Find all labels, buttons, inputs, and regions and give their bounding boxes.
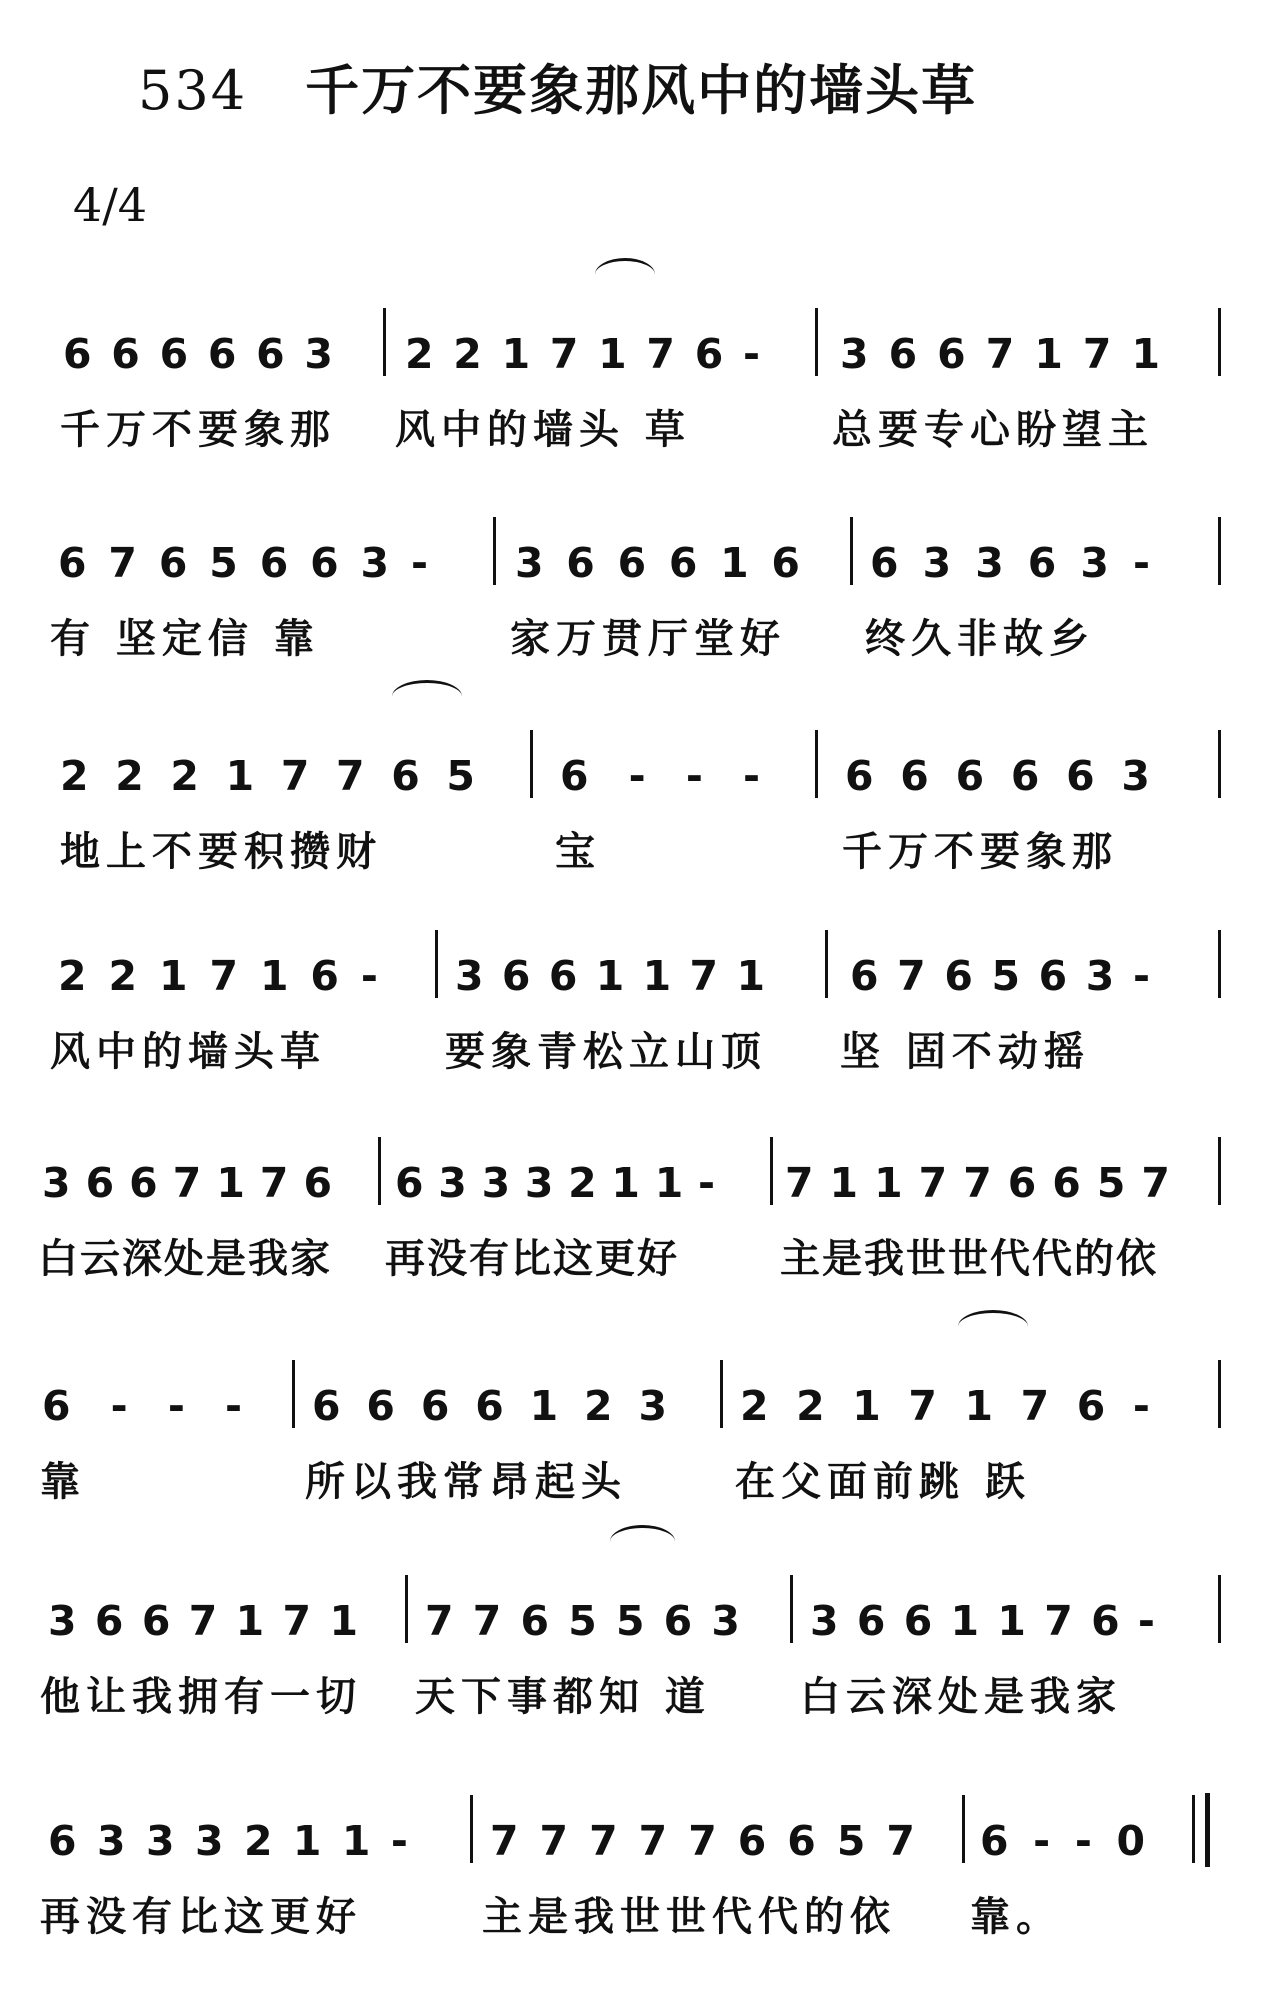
note-digit: 7	[908, 1382, 937, 1430]
note-digit: 7	[472, 1597, 502, 1645]
note-digit: 1	[720, 539, 749, 587]
note-digit: 1	[329, 1597, 358, 1645]
note-digit: 3	[515, 539, 544, 587]
lyric-line: 所以我常昂起头	[305, 1459, 627, 1505]
note-digit: 1	[225, 752, 255, 800]
note-digit: 7	[785, 1159, 814, 1207]
hold-dash: -	[167, 1382, 185, 1430]
score-system-5	[0, 1147, 1280, 1347]
note-digit: 6	[737, 1817, 767, 1865]
score-system-4	[0, 940, 1280, 1140]
note-digit: 2	[405, 330, 434, 378]
lyric-line: 千万不要象那	[60, 407, 336, 453]
note-digit: 7	[918, 1159, 948, 1207]
hold-dash: -	[742, 330, 760, 378]
note-digit: 5	[568, 1597, 597, 1645]
note-digit: 7	[689, 952, 719, 1000]
note-digit: 6	[1010, 752, 1040, 800]
song-number: 534	[138, 59, 248, 122]
note-digit: 1	[611, 1159, 640, 1207]
note-digit: 2	[584, 1382, 613, 1430]
note-digit: 2	[108, 952, 138, 1000]
barline	[815, 730, 818, 798]
lyric-line: 千万不要象那	[842, 829, 1118, 875]
note-digit: 6	[845, 752, 874, 800]
note-digit: 6	[129, 1159, 158, 1207]
lyric-line: 地上不要积攒财	[60, 829, 382, 875]
lyric-line: 风中的墙头 草	[395, 407, 691, 453]
note-digit: 6	[1076, 1382, 1106, 1430]
note-digit: 6	[617, 539, 647, 587]
tie-slur	[392, 680, 462, 713]
note-digit: 1	[964, 1382, 994, 1430]
note-digit: 7	[1141, 1159, 1170, 1207]
note-digit: 1	[736, 952, 765, 1000]
note-digit: 1	[158, 952, 188, 1000]
barline	[292, 1360, 295, 1428]
note-digit: 3	[481, 1159, 511, 1207]
note-digit: 3	[455, 952, 484, 1000]
note-digit: 6	[420, 1382, 450, 1430]
hold-dash: -	[1132, 539, 1150, 587]
note-digit: 1	[654, 1159, 684, 1207]
lyric-line: 天下事都知 道	[415, 1674, 711, 1720]
hold-dash: -	[685, 752, 703, 800]
lyric-line: 再没有比这更好	[385, 1236, 679, 1282]
note-digit: 5	[1096, 1159, 1126, 1207]
measure-notes	[48, 1585, 358, 1645]
note-digit: 7	[336, 752, 365, 800]
note-digit: 3	[840, 330, 869, 378]
measure-notes	[48, 1805, 408, 1865]
note-digit: 6	[668, 539, 698, 587]
note-digit: 7	[209, 952, 238, 1000]
note-digit: 6	[1027, 539, 1057, 587]
measure-notes	[405, 318, 760, 378]
note-digit: 7	[549, 330, 579, 378]
barline	[1218, 1360, 1221, 1428]
note-digit: 1	[997, 1597, 1026, 1645]
note-digit: 6	[566, 539, 595, 587]
barline	[1218, 1137, 1221, 1205]
note-digit: 3	[438, 1159, 467, 1207]
note-digit: 2	[796, 1382, 825, 1430]
note-digit: 7	[963, 1159, 992, 1207]
note-digit: 6	[310, 952, 339, 1000]
score-system-8	[0, 1805, 1280, 2005]
note-digit: 7	[589, 1817, 618, 1865]
note-digit: 5	[615, 1597, 645, 1645]
measure-notes	[870, 527, 1150, 587]
note-digit: 1	[529, 1382, 559, 1430]
note-digit: 7	[1082, 330, 1112, 378]
note-digit: 1	[259, 952, 289, 1000]
note-digit: 6	[159, 330, 189, 378]
hold-dash: -	[697, 1159, 715, 1207]
note-digit: 6	[391, 752, 420, 800]
note-digit: 7	[688, 1817, 717, 1865]
note-digit: 6	[900, 752, 929, 800]
note-digit: 1	[501, 330, 531, 378]
measure-notes	[845, 740, 1150, 800]
final-barline-thick	[1205, 1793, 1210, 1867]
hold-dash: -	[1033, 1817, 1051, 1865]
note-digit: 6	[58, 539, 87, 587]
note-digit: 6	[259, 539, 289, 587]
hold-dash: -	[360, 952, 378, 1000]
note-digit: 6	[520, 1597, 549, 1645]
note-digit: 6	[141, 1597, 171, 1645]
barline	[470, 1795, 473, 1863]
note-digit: 3	[922, 539, 952, 587]
lyric-line: 家万贯厅堂好	[510, 616, 786, 662]
note-digit: 2	[243, 1817, 273, 1865]
note-digit: 6	[663, 1597, 693, 1645]
note-digit: 5	[209, 539, 238, 587]
note-digit: 6	[63, 330, 92, 378]
lyric-line: 有 坚定信 靠	[50, 616, 320, 662]
lyric-line: 白云深处是我家	[800, 1674, 1122, 1720]
note-digit: 7	[886, 1817, 915, 1865]
measure-notes	[60, 740, 475, 800]
barline	[1218, 308, 1221, 376]
lyric-line: 主是我世世代代的依	[482, 1894, 896, 1940]
note-digit: 6	[303, 1159, 332, 1207]
note-digit: 6	[955, 752, 985, 800]
note-digit: 2	[60, 752, 89, 800]
barline	[850, 517, 853, 585]
note-digit: 6	[1066, 752, 1095, 800]
measure-notes	[63, 318, 333, 378]
final-barline-thin	[1192, 1795, 1195, 1863]
note-digit: 6	[1007, 1159, 1037, 1207]
note-digit: 6	[310, 539, 339, 587]
measure-notes	[395, 1147, 715, 1207]
note-digit: 6	[980, 1817, 1009, 1865]
note-digit: 3	[194, 1817, 224, 1865]
note-digit: 3	[145, 1817, 175, 1865]
note-digit: 1	[1034, 330, 1063, 378]
note-digit: 7	[1044, 1597, 1073, 1645]
note-digit: 7	[259, 1159, 289, 1207]
note-digit: 2	[58, 952, 87, 1000]
barline	[1218, 930, 1221, 998]
lyric-line: 再没有比这更好	[40, 1894, 362, 1940]
measure-notes	[425, 1585, 740, 1645]
lyric-line: 终久非故乡	[865, 616, 1095, 662]
lyric-line: 风中的墙头草	[50, 1029, 326, 1075]
lyric-line: 在父面前跳 跃	[735, 1459, 1031, 1505]
note-digit: 6	[1091, 1597, 1120, 1645]
barline	[720, 1360, 723, 1428]
note-digit: 1	[829, 1159, 859, 1207]
hold-dash: -	[224, 1382, 242, 1430]
note-digit: 6	[111, 330, 140, 378]
measure-notes	[455, 940, 765, 1000]
note-digit: 6	[548, 952, 578, 1000]
note-digit: 6	[48, 1817, 77, 1865]
note-digit: 7	[172, 1159, 202, 1207]
note-digit: 3	[1080, 539, 1109, 587]
barline	[435, 930, 438, 998]
hold-dash: -	[1132, 952, 1150, 1000]
score-system-2	[0, 527, 1280, 727]
hold-dash: -	[410, 539, 428, 587]
measure-notes	[42, 1370, 242, 1430]
lyric-line: 要象青松立山顶	[445, 1029, 767, 1075]
note-digit: 6	[944, 952, 973, 1000]
hold-dash: -	[110, 1382, 128, 1430]
note-digit: 2	[453, 330, 482, 378]
note-digit: 7	[282, 1597, 312, 1645]
note-digit: 5	[991, 952, 1020, 1000]
barline	[1218, 1575, 1221, 1643]
note-digit: 1	[598, 330, 627, 378]
measure-notes	[840, 318, 1160, 378]
note-digit: 7	[897, 952, 926, 1000]
note-digit: 2	[170, 752, 199, 800]
note-digit: 6	[856, 1597, 886, 1645]
note-digit: 7	[490, 1817, 519, 1865]
hold-dash: -	[1132, 1382, 1150, 1430]
note-digit: 6	[560, 752, 589, 800]
lyric-line: 坚 固不动摇	[840, 1029, 1090, 1075]
hold-dash: -	[1074, 1817, 1092, 1865]
note-digit: 1	[642, 952, 672, 1000]
note-digit: 2	[740, 1382, 769, 1430]
note-digit: 6	[207, 330, 237, 378]
note-digit: 1	[341, 1817, 371, 1865]
note-digit: 3	[1121, 752, 1150, 800]
note-digit: 7	[1020, 1382, 1050, 1430]
barline	[770, 1137, 773, 1205]
score-system-7	[0, 1585, 1280, 1785]
barline	[962, 1795, 965, 1863]
note-digit: 7	[108, 539, 137, 587]
note-digit: 3	[1085, 952, 1115, 1000]
tie-slur	[610, 1525, 675, 1558]
lyric-line: 白云深处是我家	[38, 1236, 332, 1282]
note-digit: 6	[395, 1159, 424, 1207]
barline	[1218, 517, 1221, 585]
note-digit: 6	[787, 1817, 816, 1865]
lyric-line: 主是我世世代代的依	[780, 1236, 1158, 1282]
note-digit: 6	[903, 1597, 933, 1645]
score-system-3	[0, 740, 1280, 940]
note-digit: 1	[595, 952, 625, 1000]
lyric-line: 宝	[555, 829, 601, 875]
note-digit: 6	[850, 952, 879, 1000]
time-signature: 4/4	[73, 178, 148, 232]
measure-notes	[740, 1370, 1150, 1430]
note-digit: 6	[94, 1597, 124, 1645]
lyric-line: 总要专心盼望主	[832, 407, 1154, 453]
note-digit: 2	[115, 752, 144, 800]
note-digit: 1	[852, 1382, 881, 1430]
barline	[530, 730, 533, 798]
note-digit: 3	[975, 539, 1004, 587]
measure-notes	[42, 1147, 332, 1207]
note-digit: 6	[366, 1382, 395, 1430]
hold-dash: -	[628, 752, 646, 800]
hold-dash: -	[1137, 1597, 1155, 1645]
note-digit: 1	[950, 1597, 980, 1645]
note-digit: 6	[158, 539, 188, 587]
measure-notes	[58, 940, 378, 1000]
measure-notes	[58, 527, 428, 587]
note-digit: 7	[638, 1817, 668, 1865]
note-digit: 3	[810, 1597, 839, 1645]
note-digit: 7	[539, 1817, 569, 1865]
measure-notes	[850, 940, 1150, 1000]
measure-notes	[980, 1805, 1145, 1865]
score-system-1	[0, 318, 1280, 518]
note-digit: 3	[48, 1597, 77, 1645]
barline	[383, 308, 386, 376]
note-digit: 6	[888, 330, 918, 378]
note-digit: 1	[235, 1597, 265, 1645]
note-digit: 7	[646, 330, 675, 378]
note-digit: 1	[292, 1817, 322, 1865]
barline	[1218, 730, 1221, 798]
note-digit: 0	[1116, 1817, 1145, 1865]
note-digit: 6	[1038, 952, 1068, 1000]
note-digit: 6	[1052, 1159, 1081, 1207]
barline	[815, 308, 818, 376]
note-digit: 6	[85, 1159, 115, 1207]
note-digit: 5	[446, 752, 475, 800]
note-digit: 3	[42, 1159, 71, 1207]
hold-dash: -	[742, 752, 760, 800]
song-title	[138, 48, 977, 125]
lyric-line: 他让我拥有一切	[40, 1674, 362, 1720]
note-digit: 6	[937, 330, 966, 378]
song-title-text: 千万不要象那风中的墙头草	[305, 59, 978, 122]
note-digit: 6	[870, 539, 899, 587]
note-digit: 3	[304, 330, 333, 378]
note-digit: 3	[96, 1817, 126, 1865]
note-digit: 7	[425, 1597, 454, 1645]
note-digit: 6	[694, 330, 724, 378]
note-digit: 1	[874, 1159, 903, 1207]
barline	[790, 1575, 793, 1643]
note-digit: 7	[188, 1597, 218, 1645]
note-digit: 6	[501, 952, 531, 1000]
note-digit: 1	[216, 1159, 245, 1207]
hold-dash: -	[390, 1817, 408, 1865]
note-digit: 6	[42, 1382, 71, 1430]
note-digit: 3	[711, 1597, 740, 1645]
barline	[405, 1575, 408, 1643]
note-digit: 5	[836, 1817, 866, 1865]
note-digit: 6	[312, 1382, 341, 1430]
measure-notes	[312, 1370, 667, 1430]
measure-notes	[560, 740, 760, 800]
barline	[378, 1137, 381, 1205]
note-digit: 3	[638, 1382, 667, 1430]
lyric-line: 靠。	[970, 1894, 1062, 1940]
note-digit: 7	[280, 752, 310, 800]
lyric-line: 靠	[40, 1459, 86, 1505]
tie-slur	[958, 1310, 1028, 1343]
measure-notes	[785, 1147, 1170, 1207]
note-digit: 3	[360, 539, 390, 587]
note-digit: 6	[771, 539, 800, 587]
note-digit: 1	[1131, 330, 1160, 378]
note-digit: 6	[475, 1382, 504, 1430]
tie-slur	[595, 258, 655, 291]
note-digit: 2	[568, 1159, 597, 1207]
measure-notes	[810, 1585, 1155, 1645]
note-digit: 6	[256, 330, 285, 378]
note-digit: 3	[524, 1159, 554, 1207]
barline	[825, 930, 828, 998]
barline	[493, 517, 496, 585]
measure-notes	[490, 1805, 915, 1865]
measure-notes	[515, 527, 800, 587]
note-digit: 7	[985, 330, 1015, 378]
